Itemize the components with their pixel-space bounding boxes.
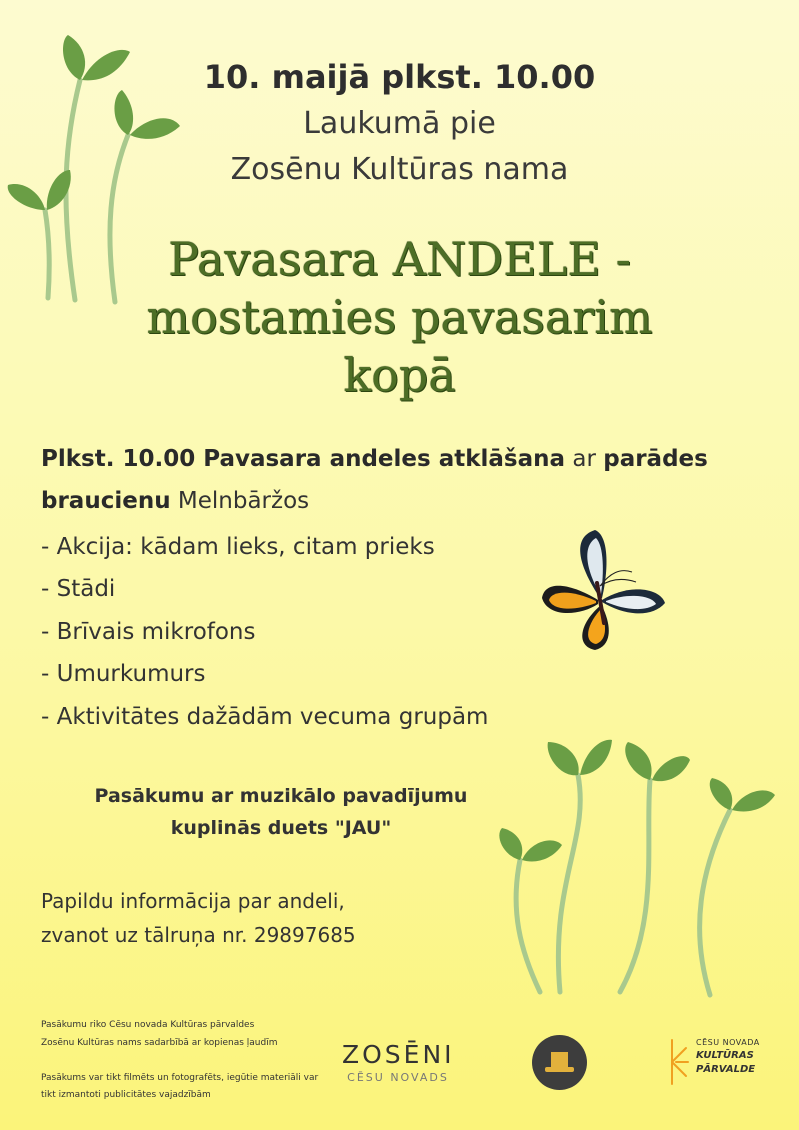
contact-info-line-1: Papildu informācija par andeli, [41,889,345,913]
butterfly-illustration [540,528,670,656]
program-parade-place: Melnbāržos [177,488,310,514]
zoseni-logo [342,1040,454,1084]
contact-info-line-2: zvanot uz tālruņa nr. 29897685 [41,923,356,947]
program-parade [41,488,309,514]
event-title-line-2: mostamies pavasarim [146,290,653,344]
kp-mark-icon [668,1038,690,1086]
program-parade-bold-1: parādes [603,446,708,472]
event-title-line-3: kopā [343,348,456,402]
footer-notice-2: tikt izmantoti publicitātes vajadzībām [41,1090,211,1100]
sprouts-bottom-right [490,730,790,1000]
event-title-line-1: Pavasara ANDELE - [167,232,631,286]
footer-organizer-1: Pasākumu riko Cēsu novada Kultūras pārvaldes [41,1020,255,1030]
event-venue-line-2: Zosēnu Kultūras nama [230,152,569,187]
zoseni-logo-sub: CĒSU NOVADS [347,1071,449,1084]
program-item: - Umurkumurs [41,661,206,687]
hat-badge-logo [532,1035,587,1090]
footer-organizer-2: Zosēnu Kultūras nams sadarbībā ar kopienas ļaudīm [41,1038,278,1048]
program-item: - Akcija: kādam lieks, citam prieks [41,534,435,560]
event-venue-line-1: Laukumā pie [303,106,496,141]
program-item: - Brīvais mikrofons [41,619,256,645]
music-note-line-1: Pasākumu ar muzikālo pavadījumu [94,785,468,807]
program-parade-bold-2: braucienu [41,488,171,514]
hat-icon [532,1035,587,1090]
footer-notice-1: Pasākums var tikt filmēts un fotografēts, iegūtie materiāli var [41,1073,319,1083]
kp-logo-line-1: CĒSU NOVADA [696,1038,760,1047]
kp-logo-line-3: PĀRVALDE [696,1064,756,1075]
music-note-line-2: kuplinās duets "JAU" [170,817,392,839]
program-opening-bold: Plkst. 10.00 Pavasara andeles atklāšana [41,446,566,472]
kulturas-parvalde-logo [668,1036,778,1086]
program-item: - Aktivitātes dažādām vecuma grupām [41,704,489,730]
program-item: - Stādi [41,576,116,602]
event-date-time: 10. maijā plkst. 10.00 [203,58,596,96]
zoseni-logo-name: ZOSĒNI [342,1040,455,1069]
program-opening-connector: ar [572,446,596,472]
kp-logo-line-2: KULTŪRAS [696,1050,754,1061]
program-opening [41,446,708,472]
